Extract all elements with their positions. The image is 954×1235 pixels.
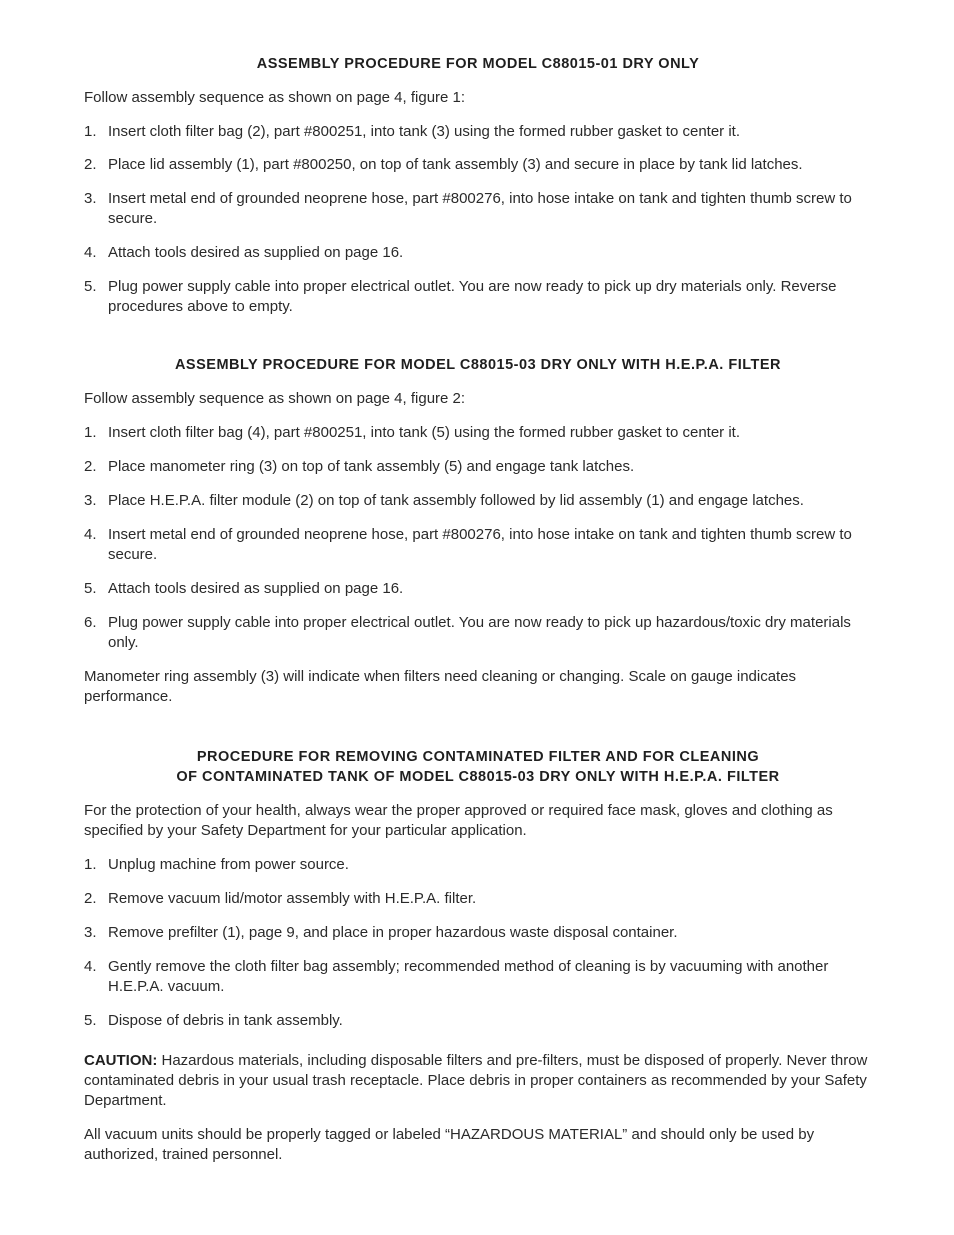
step-number: 1. xyxy=(84,424,97,441)
step-number: 5. xyxy=(84,278,97,295)
step-text: Gently remove the cloth filter bag assembly; recommended method of cleaning is by vacuuming with another H.E.P.A. vacuum. xyxy=(108,958,829,995)
step-number: 2. xyxy=(84,890,97,907)
list-item xyxy=(84,855,872,875)
section1-steps xyxy=(84,122,872,317)
list-item xyxy=(84,923,872,943)
section2-title: ASSEMBLY PROCEDURE FOR MODEL C88015-03 DRY ONLY WITH H.E.P.A. FILTER xyxy=(174,357,782,373)
step-text: Attach tools desired as supplied on page 16. xyxy=(108,580,404,597)
list-item xyxy=(84,579,872,599)
step-number: 4. xyxy=(84,958,97,975)
step-number: 3. xyxy=(84,924,97,941)
step-number: 2. xyxy=(84,156,97,173)
step-number: 4. xyxy=(84,244,97,261)
step-text: Place manometer ring (3) on top of tank assembly (5) and engage tank latches. xyxy=(108,458,635,475)
step-number: 2. xyxy=(84,458,97,475)
list-item xyxy=(84,457,872,477)
step-text: Insert metal end of grounded neoprene hose, part #800276, into hose intake on tank and tighten thumb screw to secure. xyxy=(108,190,852,227)
step-text: Insert cloth filter bag (4), part #800251, into tank (5) using the formed rubber gasket to center it. xyxy=(108,424,741,441)
step-text: Insert cloth filter bag (2), part #800251, into tank (3) using the formed rubber gasket to center it. xyxy=(108,123,741,140)
step-text: Plug power supply cable into proper electrical outlet. You are now ready to pick up dry materials only. Reverse procedures above to empty. xyxy=(108,278,837,315)
step-text: Place lid assembly (1), part #800250, on top of tank assembly (3) and secure in place by tank lid latches. xyxy=(108,156,803,173)
section1-intro: Follow assembly sequence as shown on page 4, figure 1: xyxy=(84,89,466,106)
list-item xyxy=(84,189,872,229)
step-number: 5. xyxy=(84,580,97,597)
step-number: 1. xyxy=(84,856,97,873)
section3-steps xyxy=(84,855,872,1031)
section2-steps xyxy=(84,423,872,653)
section2-intro: Follow assembly sequence as shown on page 4, figure 2: xyxy=(84,390,466,407)
caution-label: CAUTION: xyxy=(84,1052,158,1069)
list-item xyxy=(84,277,872,317)
list-item xyxy=(84,525,872,565)
list-item xyxy=(84,423,872,443)
section3-title-line2: OF CONTAMINATED TANK OF MODEL C88015-03 DRY ONLY WITH H.E.P.A. FILTER xyxy=(176,769,780,785)
list-item xyxy=(84,122,872,142)
step-text: Remove prefilter (1), page 9, and place in proper hazardous waste disposal container. xyxy=(108,924,678,941)
section1-title: ASSEMBLY PROCEDURE FOR MODEL C88015-01 DRY ONLY xyxy=(256,56,700,72)
step-number: 5. xyxy=(84,1012,97,1029)
list-item xyxy=(84,155,872,175)
list-item xyxy=(84,491,872,511)
manometer-note: Manometer ring assembly (3) will indicate when filters need cleaning or changing. Scale on gauge indicates performance. xyxy=(84,668,797,705)
step-number: 1. xyxy=(84,123,97,140)
closing-paragraph: All vacuum units should be properly tagged or labeled “HAZARDOUS MATERIAL” and should only be used by authorized, trained personnel. xyxy=(84,1126,815,1163)
step-text: Unplug machine from power source. xyxy=(108,856,349,873)
step-number: 4. xyxy=(84,526,97,543)
list-item xyxy=(84,957,872,997)
step-text: Plug power supply cable into proper electrical outlet. You are now ready to pick up hazardous/toxic dry materials only. xyxy=(108,614,851,651)
section3-title xyxy=(84,747,872,787)
step-text: Remove vacuum lid/motor assembly with H.E.P.A. filter. xyxy=(108,890,477,907)
list-item xyxy=(84,613,872,653)
list-item xyxy=(84,889,872,909)
caution-text: Hazardous materials, including disposable filters and pre-filters, must be disposed of properly. Never throw contaminated debris in your usual trash receptacle. Place debris in proper containers as recommended by your Safety Department. xyxy=(84,1052,868,1109)
step-text: Dispose of debris in tank assembly. xyxy=(108,1012,343,1029)
step-number: 3. xyxy=(84,190,97,207)
step-number: 6. xyxy=(84,614,97,631)
step-text: Place H.E.P.A. filter module (2) on top of tank assembly followed by lid assembly (1) and engage latches. xyxy=(108,492,804,509)
section3-intro: For the protection of your health, always wear the proper approved or required face mask, gloves and clothing as specified by your Safety Department for your particular application. xyxy=(84,802,833,839)
step-text: Insert metal end of grounded neoprene hose, part #800276, into hose intake on tank and tighten thumb screw to secure. xyxy=(108,526,852,563)
document-page xyxy=(84,54,872,1165)
list-item xyxy=(84,243,872,263)
step-text: Attach tools desired as supplied on page 16. xyxy=(108,244,404,261)
step-number: 3. xyxy=(84,492,97,509)
list-item xyxy=(84,1011,872,1031)
section3-title-line1: PROCEDURE FOR REMOVING CONTAMINATED FILTER AND FOR CLEANING xyxy=(196,749,760,765)
caution-paragraph xyxy=(84,1051,872,1111)
